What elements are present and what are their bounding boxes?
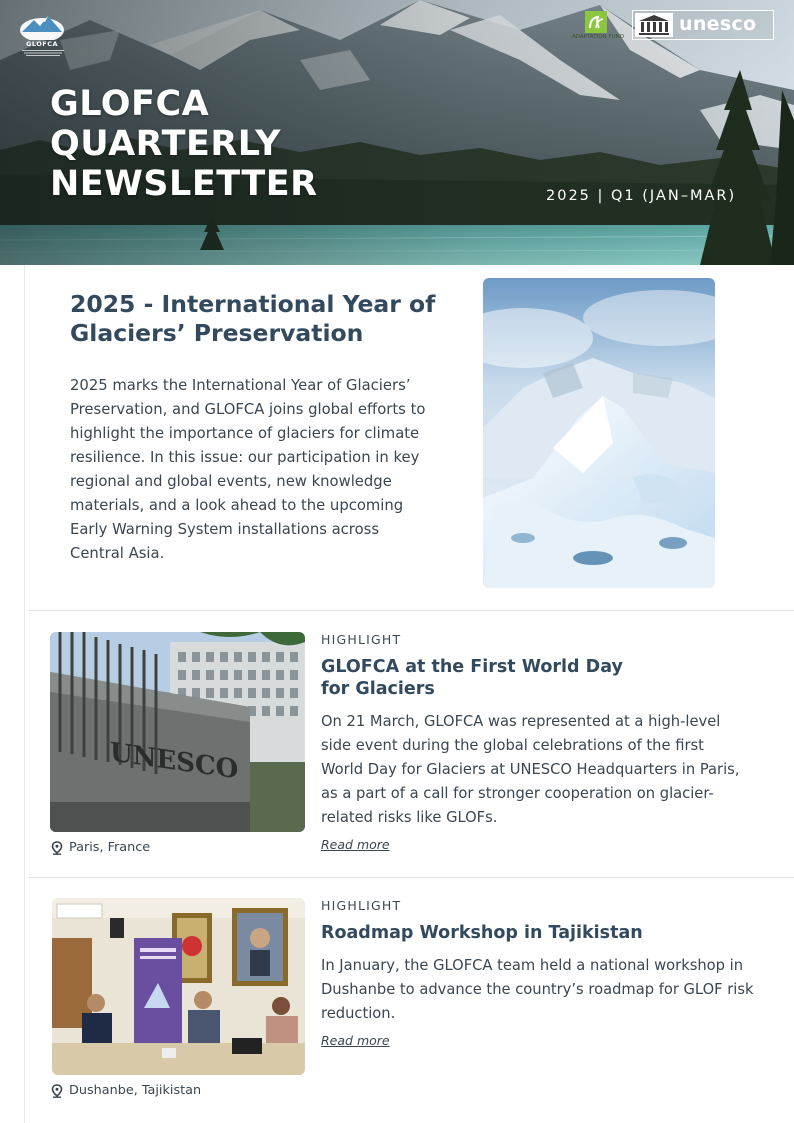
unesco-logo bbox=[632, 10, 774, 40]
intro-paragraph: 2025 marks the International Year of Glaciers’ Preservation, and GLOFCA joins global efforts to highlight the importance of glaciers for climate resilience. In this issue: our participation in key regional and global events, new knowledge materials, and a look ahead to the upcoming Early Warning System installations across Central Asia. bbox=[70, 377, 426, 562]
newsletter-title bbox=[50, 84, 380, 204]
adaptation-fund-logo bbox=[570, 10, 622, 42]
title-line-1: GLOFCA bbox=[50, 84, 210, 124]
unesco-headquarters-photo bbox=[50, 632, 305, 832]
section-divider bbox=[28, 610, 794, 611]
section-divider bbox=[28, 877, 794, 878]
location-label: Paris, France bbox=[69, 840, 151, 855]
header-banner bbox=[0, 0, 794, 265]
location-pin-icon bbox=[51, 1084, 63, 1098]
adaptation-fund-label: ADAPTATION FUND bbox=[572, 34, 624, 40]
article-kicker: HIGHLIGHT bbox=[321, 898, 402, 913]
adaptation-fund-icon bbox=[570, 10, 622, 34]
glofca-logo-tagline bbox=[20, 49, 66, 57]
location-pin-icon bbox=[51, 841, 63, 855]
glacier-ice-photo bbox=[483, 278, 715, 588]
article-summary: In January, the GLOFCA team held a national workshop in Dushanbe to advance the country’s roadmap for GLOF risk reduction. bbox=[321, 957, 754, 1022]
title-line-2: QUARTERLY bbox=[50, 124, 281, 164]
article-location bbox=[51, 1083, 201, 1098]
issue-period: 2025 | Q1 (JAN–MAR) bbox=[546, 188, 737, 204]
intro-heading: 2025 - International Year of Glaciers’ Preservation bbox=[70, 290, 436, 347]
unesco-temple-icon bbox=[635, 13, 673, 37]
article-kicker: HIGHLIGHT bbox=[321, 632, 402, 647]
location-label: Dushanbe, Tajikistan bbox=[69, 1083, 202, 1098]
article-title: GLOFCA at the First World Day for Glaciers bbox=[321, 657, 623, 699]
glofca-logo-text: GLOFCA bbox=[25, 40, 58, 48]
glofca-logo bbox=[18, 10, 66, 60]
workshop-meeting-photo bbox=[52, 898, 305, 1075]
glofca-mountain-icon bbox=[18, 10, 66, 40]
svg-text:UNESCO: UNESCO bbox=[110, 736, 239, 786]
read-more-link[interactable]: Read more bbox=[321, 1033, 390, 1048]
left-margin-rule bbox=[24, 265, 25, 1123]
read-more-link[interactable]: Read more bbox=[321, 837, 390, 852]
article-summary: On 21 March, GLOFCA was represented at a high-level side event during the global celebrations of the first World Day for Glaciers at UNESCO Headquarters in Paris, as a part of a call for stronger cooperation on glacier-related risks like GLOFs. bbox=[321, 713, 740, 826]
title-line-3: NEWSLETTER bbox=[50, 164, 318, 204]
unesco-wordmark: unesco bbox=[679, 13, 757, 35]
article-title: Roadmap Workshop in Tajikistan bbox=[321, 923, 643, 943]
article-location bbox=[51, 840, 150, 855]
